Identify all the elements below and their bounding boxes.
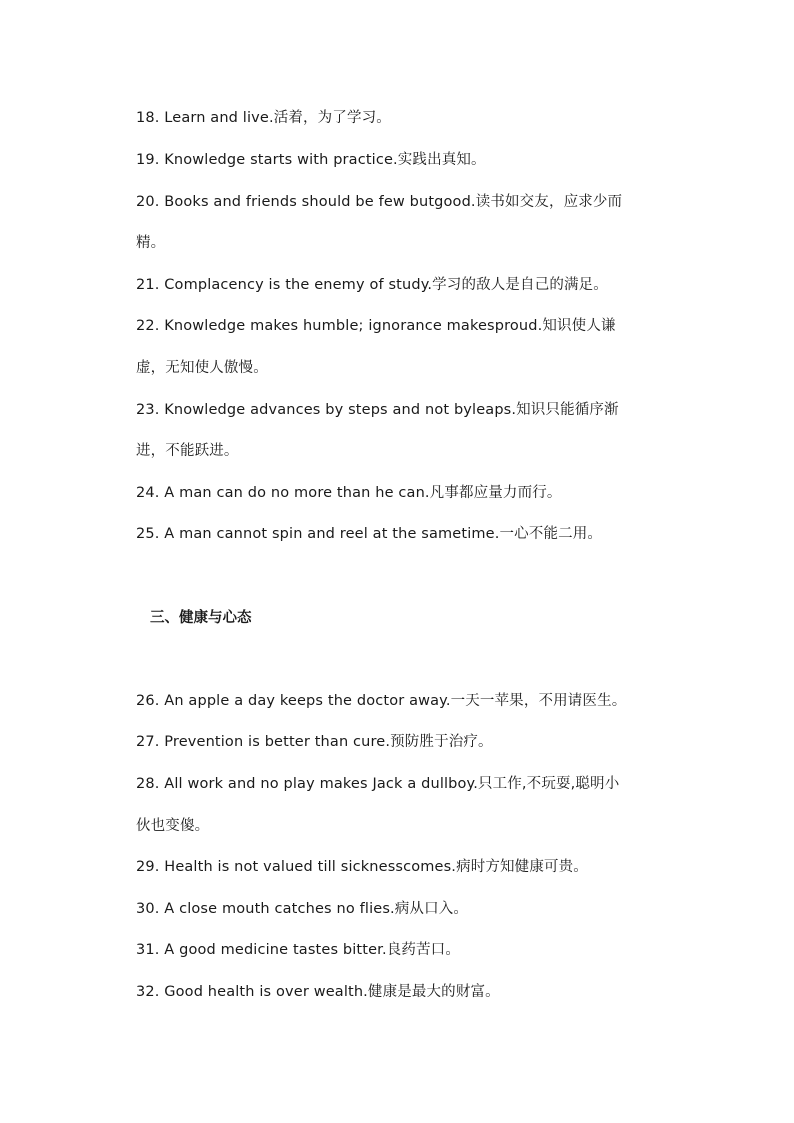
proverb-32: 32. Good health is over wealth.健康是最大的财富。 [136,984,500,1000]
proverb-18: 18. Learn and live.活着，为了学习。 [136,110,391,126]
section-heading: 三、健康与心态 [150,610,252,626]
proverb-19: 19. Knowledge starts with practice.实践出真知。 [136,152,486,168]
proverb-25: 25. A man cannot spin and reel at the sametime.一心不能二用。 [136,526,603,542]
proverb-31: 31. A good medicine tastes bitter.良药苦口。 [136,942,460,958]
proverb-22-continued: 虚，无知使人傲慢。 [136,360,268,376]
proverb-26: 26. An apple a day keeps the doctor away.一天一苹果，不用请医生。 [136,693,627,709]
proverb-27: 27. Prevention is better than cure.预防胜于治疗。 [136,734,493,750]
proverb-28-continued: 伙也变傻。 [136,818,210,834]
proverb-28: 28. All work and no play makes Jack a dullboy.只工作,不玩耍,聪明小 [136,776,620,792]
proverb-29: 29. Health is not valued till sicknesscomes.病时方知健康可贵。 [136,859,588,875]
proverb-23: 23. Knowledge advances by steps and not byleaps.知识只能循序渐 [136,402,619,418]
proverb-23-continued: 进，不能跃进。 [136,443,239,459]
proverb-24: 24. A man can do no more than he can.凡事都应量力而行。 [136,485,562,501]
proverb-21: 21. Complacency is the enemy of study.学习的敌人是自己的满足。 [136,277,608,293]
proverb-20: 20. Books and friends should be few butgood.读书如交友，应求少而 [136,194,623,210]
proverb-30: 30. A close mouth catches no flies.病从口入。 [136,901,469,917]
proverb-20-continued: 精。 [136,235,166,251]
proverb-22: 22. Knowledge makes humble; ignorance makesproud.知识使人谦 [136,318,616,334]
